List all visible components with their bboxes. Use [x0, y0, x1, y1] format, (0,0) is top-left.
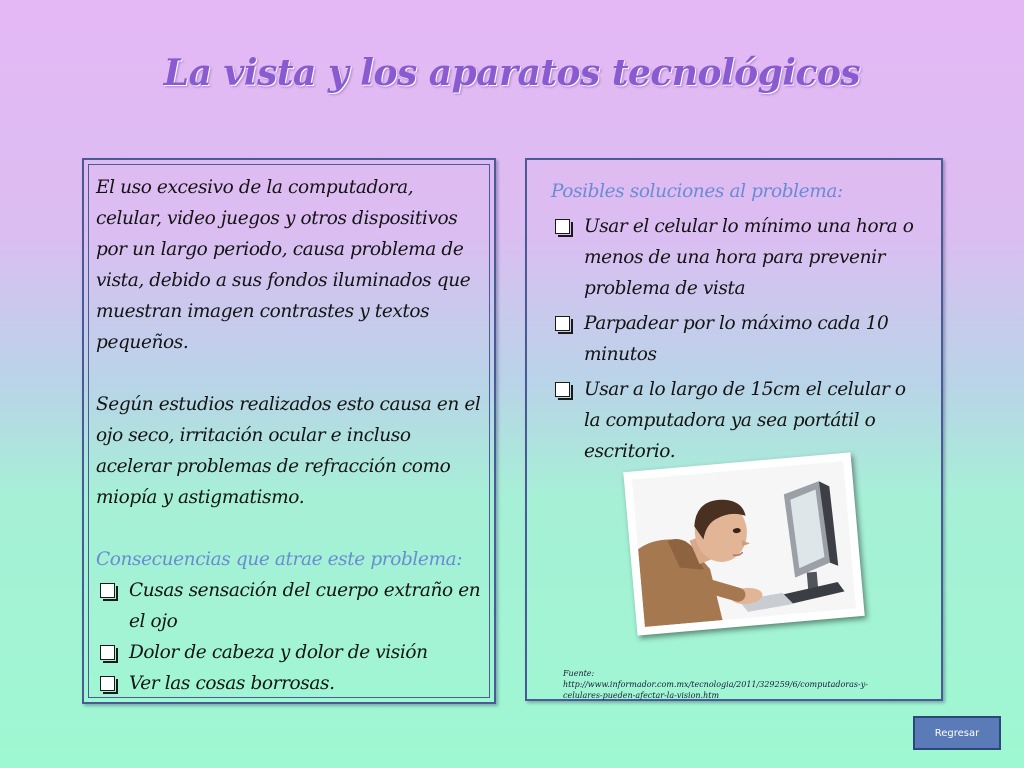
- back-button[interactable]: Regresar: [913, 716, 1001, 750]
- consequence-text: Ver las cosas borrosas.: [129, 673, 335, 694]
- checkbox-bullet-icon: [555, 316, 570, 331]
- checkbox-bullet-icon: [100, 676, 115, 691]
- man-at-computer-illustration: [632, 461, 856, 627]
- intro-paragraph: El uso excesivo de la computadora, celular, video juegos y otros dispositivos por un largo periodo, causa problema de vista, debido a sus fondos iluminados que muestran imagen contrastes y textos pequeños.: [96, 177, 471, 353]
- checkbox-bullet-icon: [100, 645, 115, 660]
- page-title: La vista y los aparatos tecnológicos: [163, 52, 861, 94]
- consequences-heading: Consecuencias que atrae este problema:: [96, 549, 463, 570]
- consequence-text: Cusas sensación del cuerpo extraño en el ojo: [129, 580, 481, 632]
- solution-text: Usar a lo largo de 15cm el celular o la computadora ya sea portátil o escritorio.: [584, 379, 906, 462]
- consequence-text: Dolor de cabeza y dolor de visión: [129, 642, 428, 663]
- list-item: [96, 668, 481, 699]
- consequences-list: [96, 575, 481, 699]
- solutions-heading: Posibles soluciones al problema:: [551, 181, 843, 202]
- source-citation: Fuente: http://www.informador.com.mx/tecnologia/2011/329259/6/computadoras-y-celulares-pueden-afectar-la-vision.htm: [563, 669, 868, 700]
- studies-paragraph: Según estudios realizados esto causa en el ojo seco, irritación ocular e incluso acelerar problemas de refracción como miopía y astigmatismo.: [96, 394, 481, 508]
- checkbox-bullet-icon: [100, 583, 115, 598]
- problem-panel: [82, 158, 496, 704]
- solution-text: Usar el celular lo mínimo una hora o menos de una hora para prevenir problema de vista: [584, 216, 914, 299]
- checkbox-bullet-icon: [555, 382, 570, 397]
- list-item: [96, 575, 481, 637]
- solutions-panel: [525, 158, 943, 701]
- list-item: [551, 374, 926, 467]
- list-item: [551, 211, 926, 304]
- solution-text: Parpadear por lo máximo cada 10 minutos: [584, 313, 889, 365]
- checkbox-bullet-icon: [555, 219, 570, 234]
- solutions-text: [551, 176, 926, 467]
- list-item: [551, 308, 926, 370]
- list-item: [96, 637, 481, 668]
- problem-text: [96, 172, 481, 699]
- man-at-computer-photo: [623, 452, 864, 635]
- solutions-list: [551, 211, 926, 467]
